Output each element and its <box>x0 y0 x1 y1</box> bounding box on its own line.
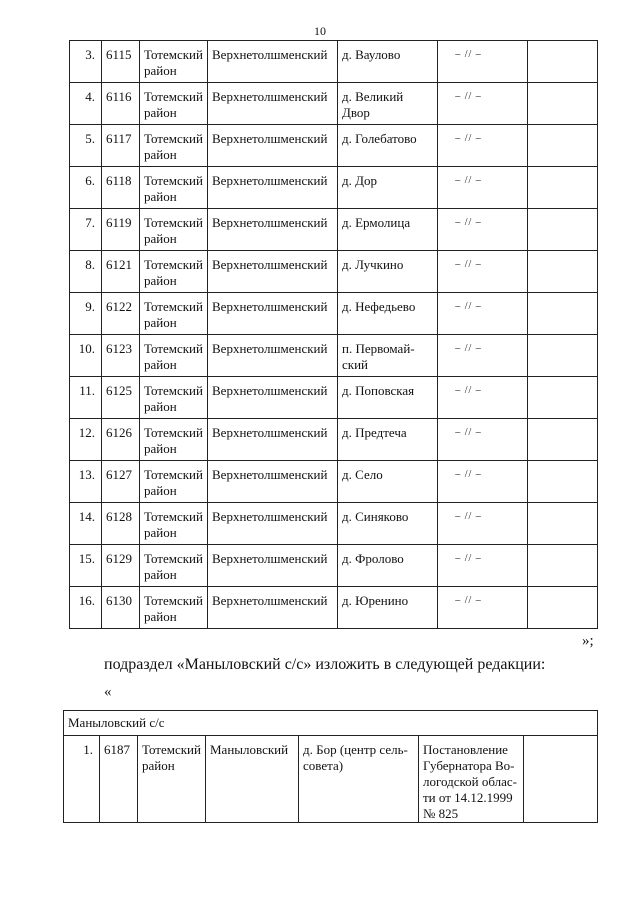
row-place: д. Фролово <box>338 545 438 587</box>
row-district: Тотемский район <box>140 377 208 419</box>
row-district: Тотемский район <box>140 209 208 251</box>
row-council: Верхнетолшменский <box>208 251 338 293</box>
row-number: 13. <box>70 461 102 503</box>
row-code: 6125 <box>102 377 140 419</box>
row-number: 7. <box>70 209 102 251</box>
row-note <box>528 461 598 503</box>
row-place: д. Дор <box>338 167 438 209</box>
row-district: Тотемский район <box>140 41 208 83</box>
row-code: 6121 <box>102 251 140 293</box>
row-basis: – // – <box>438 167 528 209</box>
table-row <box>70 419 598 461</box>
table-row <box>64 736 598 823</box>
row-code: 6119 <box>102 209 140 251</box>
row-note <box>528 167 598 209</box>
row-basis: – // – <box>438 83 528 125</box>
row-number: 8. <box>70 251 102 293</box>
row-note <box>528 503 598 545</box>
row-basis: – // – <box>438 419 528 461</box>
row-note <box>528 293 598 335</box>
row-note <box>528 83 598 125</box>
row-note <box>528 377 598 419</box>
row-note <box>528 587 598 629</box>
row-place: д. Великий Двор <box>338 83 438 125</box>
row-district: Тотемский район <box>140 251 208 293</box>
row-basis: – // – <box>438 125 528 167</box>
row-place: д. Ваулово <box>338 41 438 83</box>
row-number: 11. <box>70 377 102 419</box>
row-district: Тотемский район <box>140 545 208 587</box>
row-place: д. Село <box>338 461 438 503</box>
row-council: Верхнетолшменский <box>208 503 338 545</box>
table-row <box>70 293 598 335</box>
row-district: Тотемский район <box>140 125 208 167</box>
row-code: 6128 <box>102 503 140 545</box>
row-basis: – // – <box>438 335 528 377</box>
row-basis: – // – <box>438 41 528 83</box>
row-note <box>528 209 598 251</box>
row-code: 6122 <box>102 293 140 335</box>
section-title: Маныловский с/с <box>64 711 598 736</box>
row-code: 6115 <box>102 41 140 83</box>
row-number: 1. <box>64 736 100 823</box>
section-header-row <box>64 711 598 736</box>
row-note <box>528 125 598 167</box>
settlements-table <box>69 40 598 629</box>
row-place: д. Ермолица <box>338 209 438 251</box>
row-district: Тотемский район <box>140 335 208 377</box>
row-district: Тотемский район <box>140 419 208 461</box>
row-number: 5. <box>70 125 102 167</box>
table-row <box>70 335 598 377</box>
row-district: Тотемский район <box>140 293 208 335</box>
row-code: 6187 <box>100 736 138 823</box>
row-council: Верхнетолшменский <box>208 461 338 503</box>
row-number: 14. <box>70 503 102 545</box>
row-code: 6129 <box>102 545 140 587</box>
row-basis: – // – <box>438 587 528 629</box>
row-basis: Постановление Губернатора Во-логодской облас-ти от 14.12.1999 № 825 <box>419 736 524 823</box>
row-number: 10. <box>70 335 102 377</box>
row-number: 4. <box>70 83 102 125</box>
row-council: Верхнетолшменский <box>208 587 338 629</box>
row-note <box>528 251 598 293</box>
row-number: 9. <box>70 293 102 335</box>
row-council: Верхнетолшменский <box>208 209 338 251</box>
row-code: 6130 <box>102 587 140 629</box>
row-place: д. Поповская <box>338 377 438 419</box>
table-row <box>70 377 598 419</box>
table-row <box>70 587 598 629</box>
row-place: д. Нефедьево <box>338 293 438 335</box>
table-row <box>70 41 598 83</box>
row-basis: – // – <box>438 209 528 251</box>
table-row <box>70 503 598 545</box>
row-note <box>528 545 598 587</box>
row-number: 12. <box>70 419 102 461</box>
row-place: д. Лучкино <box>338 251 438 293</box>
row-basis: – // – <box>438 461 528 503</box>
row-place: п. Первомай-ский <box>338 335 438 377</box>
row-code: 6118 <box>102 167 140 209</box>
row-number: 6. <box>70 167 102 209</box>
table-row <box>70 125 598 167</box>
row-number: 16. <box>70 587 102 629</box>
open-quote: « <box>104 684 112 700</box>
row-basis: – // – <box>438 377 528 419</box>
row-council: Верхнетолшменский <box>208 335 338 377</box>
row-code: 6116 <box>102 83 140 125</box>
row-basis: – // – <box>438 545 528 587</box>
row-council: Маныловский <box>206 736 299 823</box>
row-note <box>524 736 598 823</box>
row-number: 3. <box>70 41 102 83</box>
manylovsky-table <box>63 710 598 823</box>
page-number: 10 <box>314 24 326 38</box>
row-council: Верхнетолшменский <box>208 545 338 587</box>
table-row <box>70 209 598 251</box>
row-place: д. Синяково <box>338 503 438 545</box>
row-council: Верхнетолшменский <box>208 125 338 167</box>
row-place: д. Голебатово <box>338 125 438 167</box>
row-note <box>528 335 598 377</box>
table-row <box>70 167 598 209</box>
row-number: 15. <box>70 545 102 587</box>
closing-quote: »; <box>582 633 594 649</box>
row-basis: – // – <box>438 293 528 335</box>
row-place: д. Юренино <box>338 587 438 629</box>
row-basis: – // – <box>438 251 528 293</box>
instruction-text: подраздел «Маныловский с/с» изложить в следующей редакции: <box>104 656 546 673</box>
table-row <box>70 461 598 503</box>
row-place: д. Бор (центр сель-совета) <box>299 736 419 823</box>
row-council: Верхнетолшменский <box>208 83 338 125</box>
row-council: Верхнетолшменский <box>208 419 338 461</box>
row-place: д. Предтеча <box>338 419 438 461</box>
row-district: Тотемский район <box>140 587 208 629</box>
row-note <box>528 41 598 83</box>
row-council: Верхнетолшменский <box>208 293 338 335</box>
table-row <box>70 545 598 587</box>
row-council: Верхнетолшменский <box>208 41 338 83</box>
table-row <box>70 83 598 125</box>
row-note <box>528 419 598 461</box>
row-basis: – // – <box>438 503 528 545</box>
row-code: 6126 <box>102 419 140 461</box>
row-code: 6127 <box>102 461 140 503</box>
row-district: Тотемский район <box>140 167 208 209</box>
row-council: Верхнетолшменский <box>208 377 338 419</box>
row-code: 6117 <box>102 125 140 167</box>
row-district: Тотемский район <box>140 83 208 125</box>
row-code: 6123 <box>102 335 140 377</box>
row-district: Тотемский район <box>140 461 208 503</box>
table-row <box>70 251 598 293</box>
row-council: Верхнетолшменский <box>208 167 338 209</box>
row-district: Тотемский район <box>138 736 206 823</box>
row-district: Тотемский район <box>140 503 208 545</box>
